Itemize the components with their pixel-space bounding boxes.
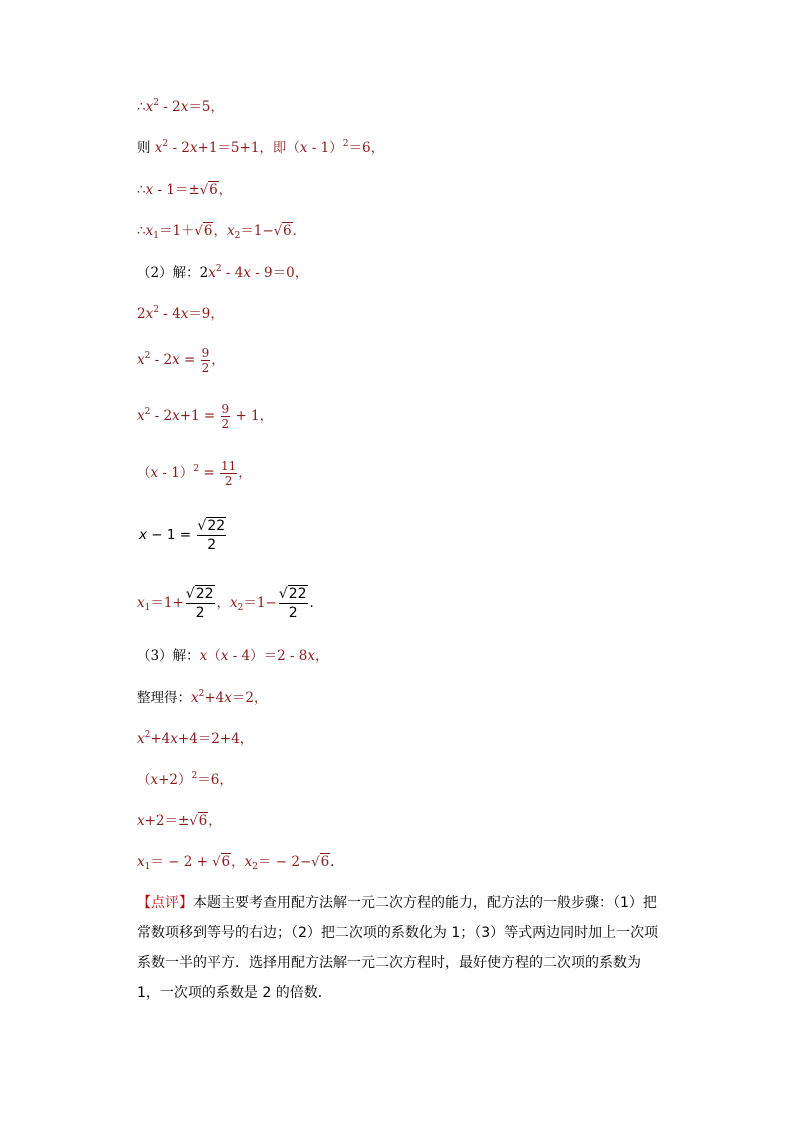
equation-line-2: 则 $x^2 - 2x+1=5+1$，即（x - 1）$^2$＝6， (137, 139, 385, 156)
equation-line-8: $x^2 - 2x+1$ = $\frac{9}{2}$ + 1， (137, 402, 274, 431)
fraction-9-over-2: $\frac{9}{2}$ (201, 346, 210, 375)
comment-tag: 【点评】 (137, 895, 193, 911)
fraction-9-over-2: $\frac{9}{2}$ (221, 402, 230, 431)
sqrt-6: √6 (199, 182, 218, 198)
equation-line-4: $\therefore x_1=1+√6$，$x_2=1-√6$． (137, 223, 307, 241)
equation-line-1: $\therefore x^2 - 2x=5$， (137, 98, 224, 115)
equation-line-12: （3）解：x（x - 4）＝2 - 8x， (137, 648, 329, 664)
equation-line-11: $x_1=1+$ $\frac{√22}{2}$ ，$x_2=1-$ $\frac{√22}{2}$ ． (137, 586, 324, 621)
sqrt-6-a: √6 (194, 223, 213, 239)
fraction-sqrt22-over-2-b: $\frac{√22}{2}$ (278, 586, 307, 621)
equation-line-16: x+2＝±√6， (137, 811, 222, 832)
fraction-sqrt22-over-2-a: $\frac{√22}{2}$ (185, 586, 214, 621)
equation-line-7: $x^2 - 2x$ = $\frac{9}{2}$ ， (137, 346, 225, 375)
equation-line-10: x − 1 = $\frac{√22}{2}$ (139, 517, 226, 553)
sqrt-6-b: √6 (273, 223, 292, 239)
equation-line-14: $x^2+4x+4=2+4$， (137, 730, 254, 747)
comment-paragraph (137, 888, 662, 1008)
equation-line-6: $2x^2 - 4x=9$， (137, 305, 224, 322)
fraction-sqrt22-over-2: $\frac{√22}{2}$ (197, 517, 226, 553)
equation-line-17: $x_1= - 2 + √6$，$x_2= - 2-√6$． (137, 854, 344, 872)
comment-text: 本题主要考查用配方法解一元二次方程的能力，配方法的一般步骤：（1）把常数项移到等号的右边；（2）把二次项的系数化为 1；（3）等式两边同时加上一次项系数一半的平方．选择用配方法解一元二次方程时，最好使方程的二次项的系数为 1，一次项的系数是 2 的倍数． (137, 895, 659, 1001)
fraction-11-over-2: $\frac{11}{2}$ (221, 459, 237, 488)
equation-line-3: ∴x - 1＝±√6， (137, 180, 232, 201)
equation-line-9: （x - 1）$^2$ = $\frac{11}{2}$ ， (137, 459, 252, 488)
equation-line-5: （2）解：$2x^2 - 4x - 9=0$， (137, 264, 309, 281)
sqrt-6: √6 (189, 813, 208, 829)
equation-line-13: 整理得：$x^2+4x=2$， (137, 689, 268, 706)
sqrt-6-b: √6 (311, 854, 330, 870)
sqrt-6-a: √6 (212, 854, 231, 870)
equation-line-15: $(x+2)^2=6$， (137, 771, 233, 788)
